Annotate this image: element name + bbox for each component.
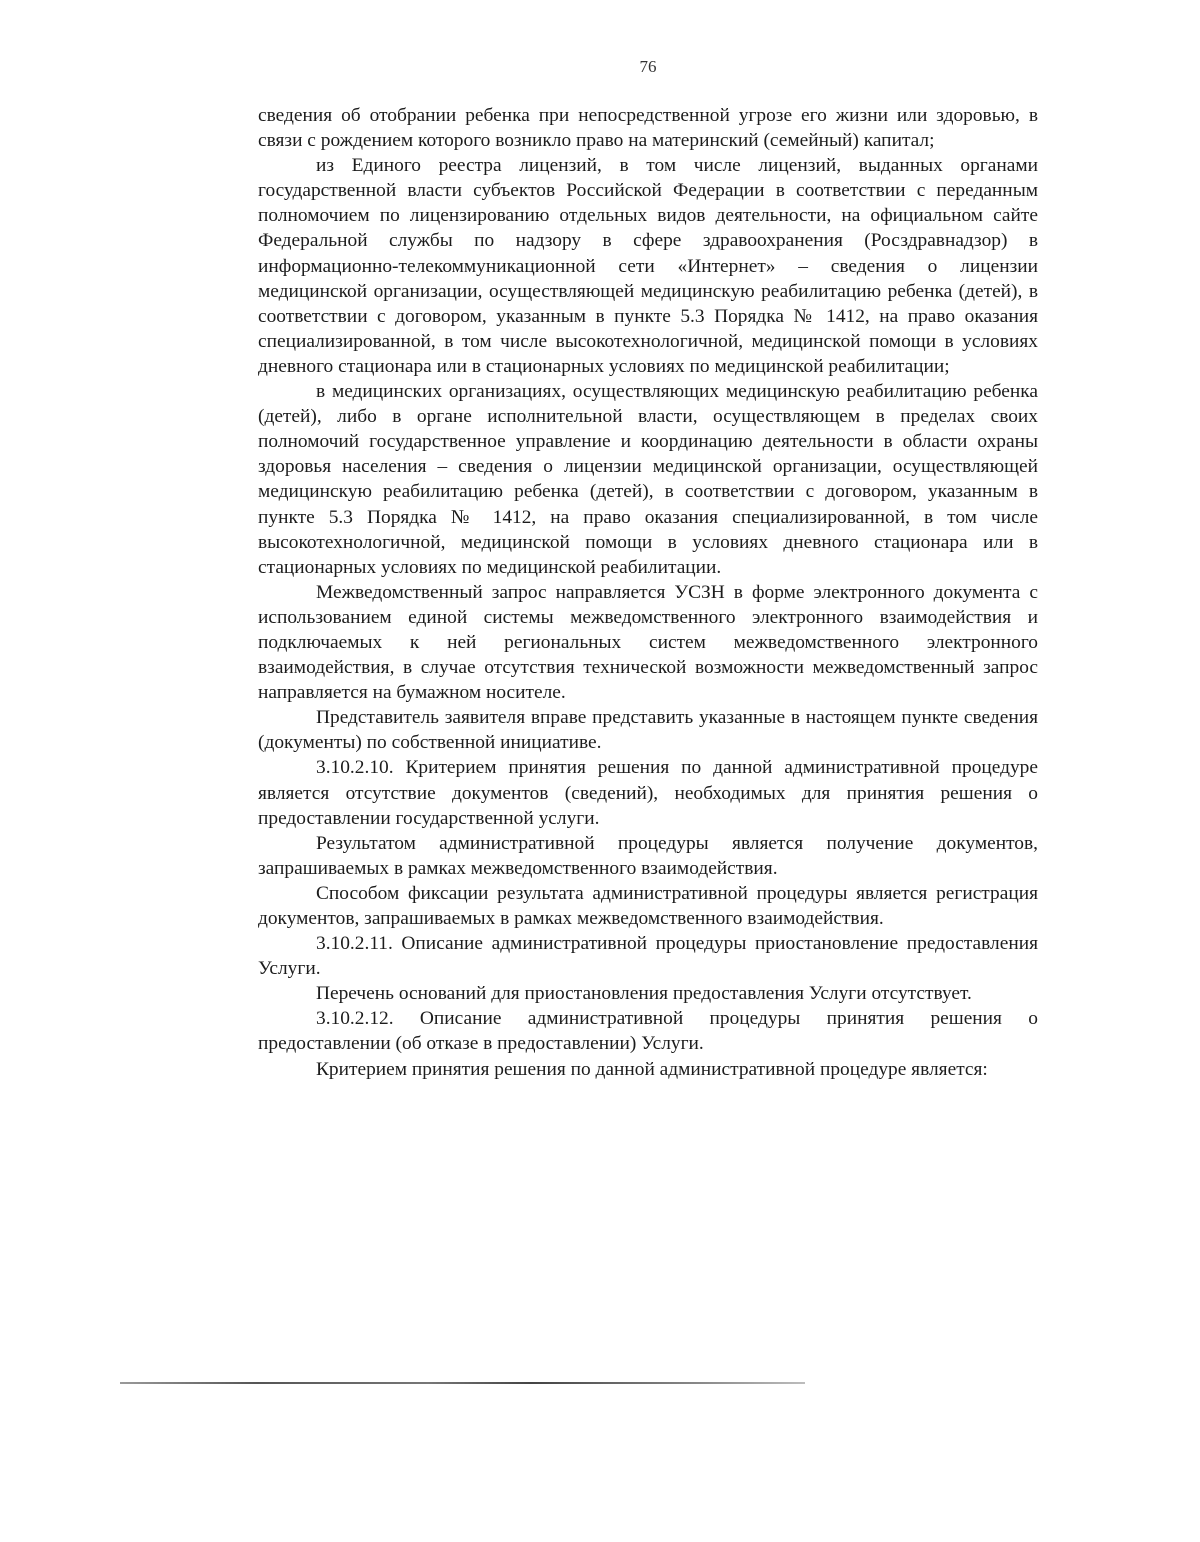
paragraph: Способом фиксации результата административной процедуры является регистрация документов, запрашиваемых в рамках межведомственного взаимодействия. [258, 882, 1038, 929]
paragraph: Перечень оснований для приостановления предоставления Услуги отсутствует. [316, 983, 972, 1005]
paragraph: Результатом административной процедуры является получение документов, запрашиваемых в рамках межведомственного взаимодействия. [258, 832, 1038, 879]
paragraph: 3.10.2.12. Описание административной процедуры принятия решения о предоставлении (об отказе в предоставлении) Услуги. [258, 1008, 1038, 1055]
document-body [258, 103, 1038, 1082]
page-number: 76 [639, 57, 657, 76]
paragraph: Критерием принятия решения по данной административной процедуре является: [316, 1058, 988, 1080]
paragraph: сведения об отобрании ребенка при непосредственной угрозе его жизни или здоровью, в связи с рождением которого возникло право на материнский (семейный) капитал; [258, 105, 1038, 152]
paragraph: в медицинских организациях, осуществляющих медицинскую реабилитацию ребенка (детей), либо в органе исполнительной власти, осуществляющем в пределах своих полномочий государственное управление и координацию деятельности в области охраны здоровья населения – сведения о лицензии медицинской организации, осуществляющей медицинскую реабилитацию ребенка (детей), в соответствии с договором, указанным в пункте 5.3 Порядка № 1412, на право оказания специализированной, в том числе высокотехнологичной, медицинской помощи в условиях дневного стационара или в стационарных условиях по медицинской реабилитации. [258, 381, 1038, 578]
paragraph: из Единого реестра лицензий, в том числе лицензий, выданных органами государственной власти субъектов Российской Федерации в соответствии с переданным полномочием по лицензированию отдельных видов деятельности, на официальном сайте Федеральной службы по надзору в сфере здравоохранения (Росздравнадзор) в информационно-телекоммуникационной сети «Интернет» – сведения о лицензии медицинской организации, осуществляющей медицинскую реабилитацию ребенка (детей), в соответствии с договором, указанным в пункте 5.3 Порядка № 1412, на право оказания специализированной, в том числе высокотехнологичной, медицинской помощи в условиях дневного стационара или в стационарных условиях по медицинской реабилитации; [258, 155, 1038, 377]
footer-rule [120, 1382, 805, 1384]
paragraph: Межведомственный запрос направляется УСЗН в форме электронного документа с использованием единой системы межведомственного электронного взаимодействия и подключаемых к ней региональных систем межведомственного электронного взаимодействия, в случае отсутствия технической возможности межведомственный запрос направляется на бумажном носителе. [258, 581, 1038, 704]
paragraph: 3.10.2.11. Описание административной процедуры приостановление предоставления Услуги. [258, 933, 1038, 980]
paragraph: 3.10.2.10. Критерием принятия решения по данной административной процедуре является отсутствие документов (сведений), необходимых для принятия решения о предоставлении государственной услуги. [258, 757, 1038, 829]
paragraph: Представитель заявителя вправе представить указанные в настоящем пункте сведения (документы) по собственной инициативе. [258, 707, 1038, 754]
